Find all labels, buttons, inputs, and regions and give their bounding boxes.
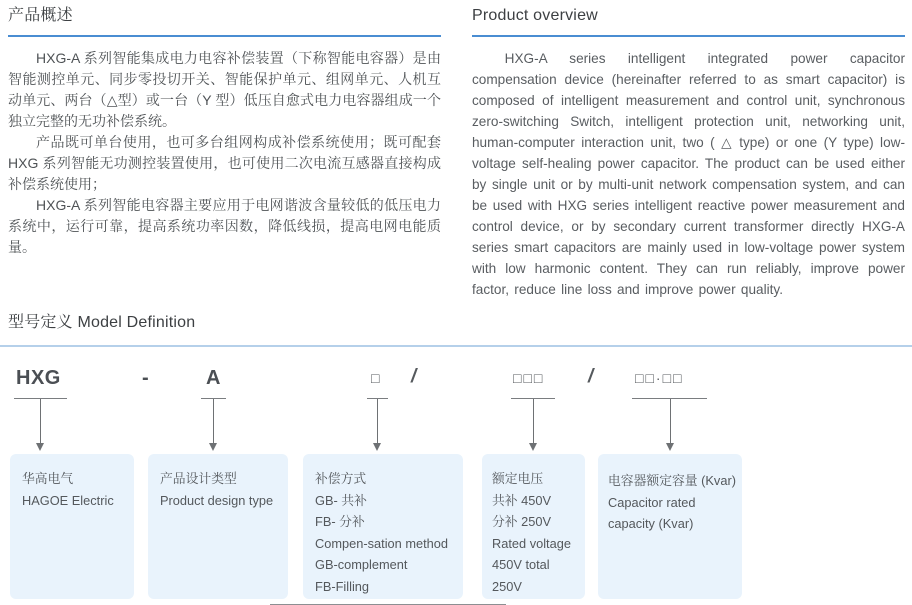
legend-box-manufacturer — [10, 454, 134, 599]
overview-cn-body — [8, 48, 441, 258]
model-code-slash-1: / — [411, 366, 417, 387]
paragraph-cn-1: HXG-A 系列智能集成电力电容补偿装置（下称智能电容器）是由智能测控单元、同步零投切开关、智能保护单元、组网单元、人机互动单元、两台（△型）或一台（Y 型）低压自愈式电力电容器组成一个独立完整的无功补偿系统。 — [8, 50, 441, 129]
down-arrow-stem-5 — [670, 399, 671, 443]
legend-line: HAGOE Electric — [22, 492, 114, 508]
section-title-model-definition: 型号定义 Model Definition — [8, 314, 196, 331]
legend-line: FB- 分补 — [315, 514, 365, 529]
legend-box-product-design-type — [148, 454, 288, 599]
legend-line: FB-Filling — [315, 578, 370, 594]
paragraph-cn-2: 产品既可单台使用，也可多台组网构成补偿系统使用；既可配套 HXG 系列智能无功测控装置使用，也可使用二次电流互感器直接构成补偿系统使用； — [8, 134, 441, 192]
legend-line: 分补 250V — [492, 514, 552, 529]
legend-line: 共补 450V — [492, 492, 552, 508]
down-arrow-head-2 — [209, 443, 217, 451]
model-code-a: A — [206, 367, 221, 389]
down-arrow-head-5 — [666, 443, 674, 451]
legend-line: Product design type — [160, 492, 274, 508]
paragraph-en: HXG-A series intelligent integrated power capacitor compensation device (hereinafter referred to as smart capacitor) is composed of intelligent measurement and control unit, synchronous zero-switching Switch, intelligent protection unit, networking unit, human-computer interaction unit, two ( △ type) or one (Y type) low-voltage self-healing power capacitor. The product can be used either by single unit or by multi-unit network compensation system, and can be used with HXG series intelligent reactive power measurement and control device, or by secondary current transformer directly HXG-A series smart capacitors are mainly used in low-voltage power system with low harmonic content. They can run reliably, improve power factor, reduce line loss and improve power quality. — [472, 51, 905, 297]
legend-line: Compen-sation method — [315, 535, 449, 551]
legend-line: 补偿方式 — [315, 471, 367, 486]
legend-line: 250V — [492, 578, 522, 594]
down-arrow-head-1 — [36, 443, 44, 451]
overview-columns — [8, 6, 905, 313]
legend-line: 额定电压 — [492, 471, 544, 486]
legend-line: GB- 共补 — [315, 492, 367, 508]
down-arrow-stem-3 — [377, 399, 378, 443]
model-code-three-squares: □□□ — [513, 370, 545, 386]
legend-line: 产品设计类型 — [160, 471, 237, 486]
section-product-overview-cn — [8, 6, 441, 313]
down-arrow-stem-1 — [40, 399, 41, 443]
legend-line: 华高电气 — [22, 471, 74, 486]
paragraph-cn-3: HXG-A 系列智能电容器主要应用于电网谐波含量较低的低压电力系统中，运行可靠，提高系统功率因数，降低线损，提高电网电能质量。 — [8, 197, 441, 255]
legend-line: Capacitor rated capacity (Kvar) — [608, 494, 696, 531]
legend-line: GB-complement — [315, 557, 408, 572]
legend-box-compensation-method — [303, 454, 463, 599]
section-model-definition — [8, 313, 905, 605]
model-code-squares-dot-squares: □□·□□ — [635, 370, 684, 386]
legend-box-rated-capacity — [598, 454, 742, 599]
legend-line: 450V total — [492, 557, 550, 572]
title-rule-cn — [8, 35, 441, 37]
model-code-square-placeholder: □ — [371, 370, 382, 386]
down-arrow-stem-4 — [533, 399, 534, 443]
model-code-hxg: HXG — [16, 367, 61, 389]
model-code-slash-2: / — [588, 366, 594, 387]
model-code-dash: - — [142, 367, 150, 389]
section-title-cn-product-overview: 产品概述 — [8, 7, 73, 24]
down-arrow-head-3 — [373, 443, 381, 451]
legend-line: 电容器额定容量 (Kvar) — [608, 473, 736, 488]
legend-box-rated-voltage — [482, 454, 585, 599]
model-definition-diagram — [0, 347, 912, 605]
section-title-en-product-overview: Product overview — [472, 7, 598, 24]
legend-line: Rated voltage — [492, 535, 571, 551]
title-rule-en — [472, 35, 905, 37]
down-arrow-stem-2 — [213, 399, 214, 443]
down-arrow-head-4 — [529, 443, 537, 451]
section-product-overview-en — [472, 6, 905, 313]
